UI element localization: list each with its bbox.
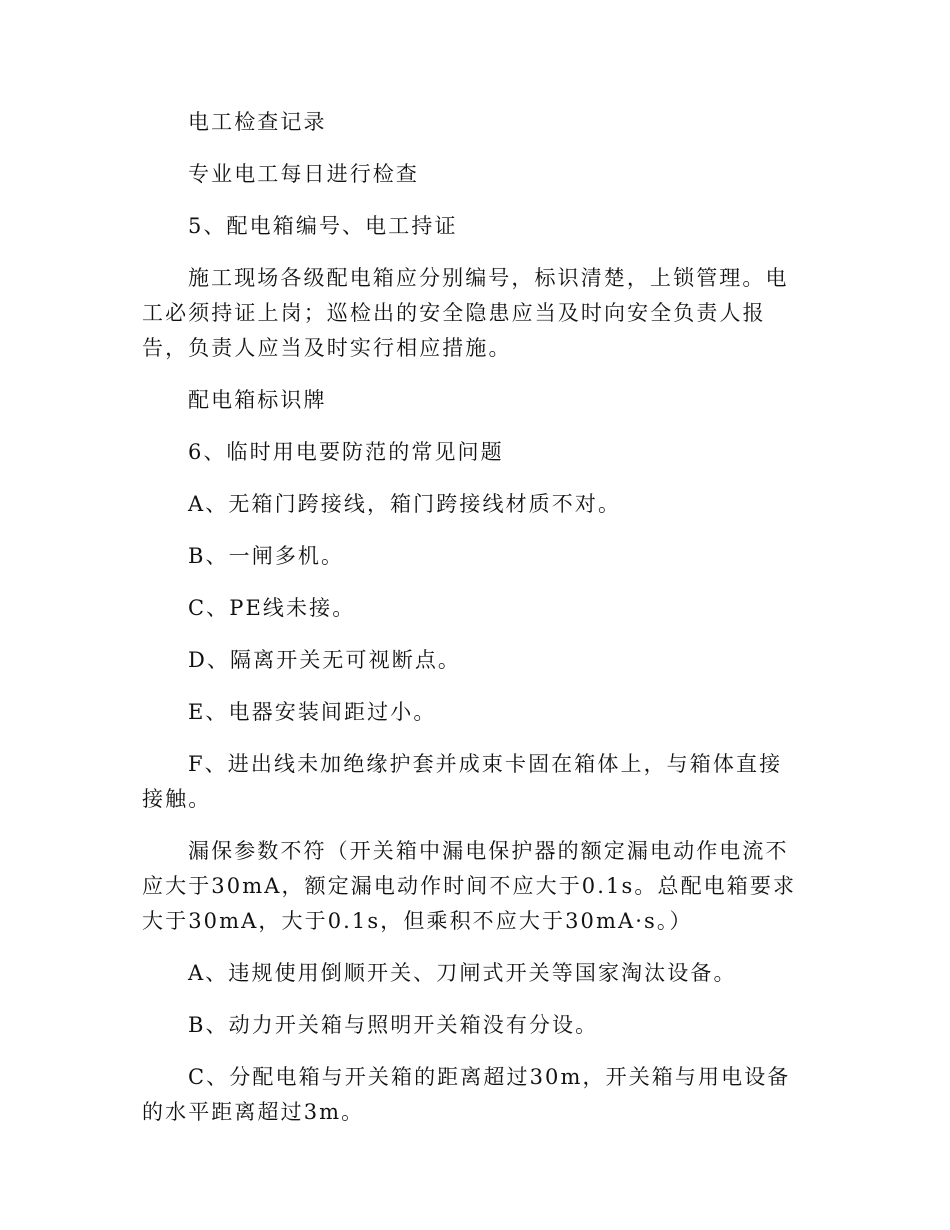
paragraph-box-sign: 配电箱标识牌: [188, 388, 327, 412]
paragraph-leakage-params: 漏保参数不符（开关箱中漏电保护器的额定漏电动作电流不应大于30mA，额定漏电动作时间不应大于0.1s。总配电箱要求大于30mA，大于0.1s，但乘积不应大于30mA·s。）: [142, 839, 797, 933]
paragraph-numbering-body: 施工现场各级配电箱应分别编号，标识清楚，上锁管理。电工必须持证上岗；巡检出的安全隐患应当及时向安全负责人报告，负责人应当及时实行相应措施。: [142, 266, 789, 360]
paragraph-heading-5: 5、配电箱编号、电工持证: [188, 214, 458, 238]
paragraph-item-b: B、一闸多机。: [188, 544, 345, 568]
paragraph-item-d: D、隔离开关无可视断点。: [188, 648, 462, 672]
paragraph-item-c: C、PE线未接。: [188, 596, 356, 620]
paragraph-item-f: F、进出线未加绝缘护套并成束卡固在箱体上，与箱体直接接触。: [142, 752, 783, 811]
paragraph-item-a: A、无箱门跨接线，箱门跨接线材质不对。: [188, 492, 622, 516]
document-body: [142, 105, 802, 1147]
paragraph-item-b2: B、动力开关箱与照明开关箱没有分设。: [188, 1013, 599, 1037]
paragraph-item-c2: C、分配电箱与开关箱的距离超过30m，开关箱与用电设备的水平距离超过3m。: [142, 1065, 791, 1124]
paragraph-item-a2: A、违规使用倒顺开关、刀闸式开关等国家淘汰设备。: [188, 961, 737, 985]
paragraph-daily-inspection: 专业电工每日进行检查: [188, 162, 419, 186]
paragraph-heading-6: 6、临时用电要防范的常见问题: [188, 440, 504, 464]
paragraph-item-e: E、电器安装间距过小。: [188, 700, 437, 724]
paragraph-title-inspection-record: 电工检查记录: [188, 110, 327, 134]
